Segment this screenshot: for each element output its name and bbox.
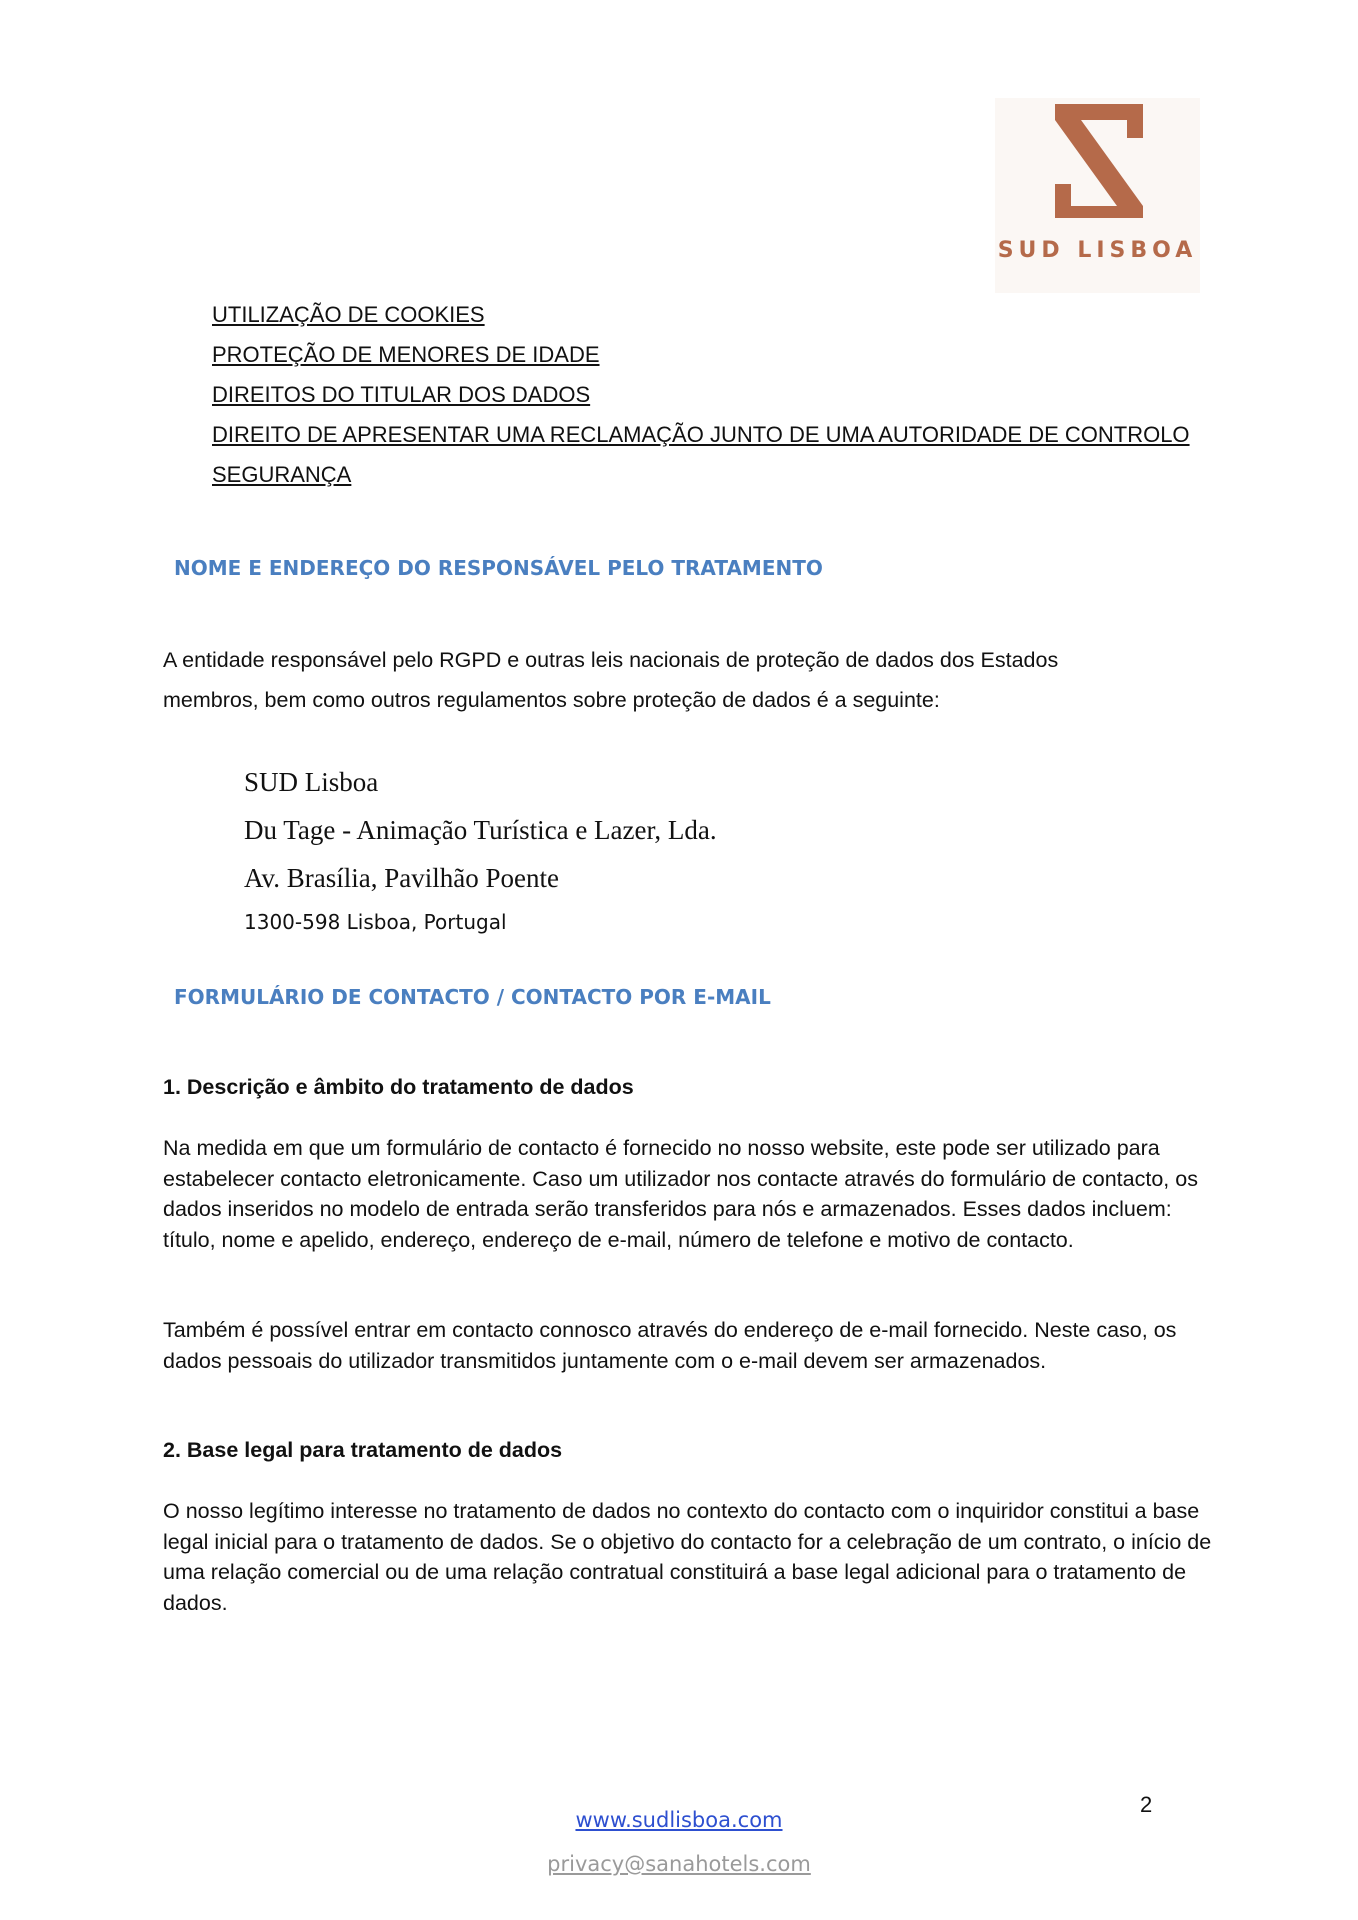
address-line-company: Du Tage - Animação Turística e Lazer, Lda. [244,815,717,845]
toc-item-minors[interactable]: PROTEÇÃO DE MENORES DE IDADE [212,342,600,367]
legal-basis-paragraph: O nosso legítimo interesse no tratamento de dados no contexto do contacto com o inquiridor constitui a base legal inicial para o tratamento de dados. Se o objetivo do contacto for a celebração de um contrato, o início de uma relação comercial ou de uma relação contratual constituirá a base legal adicional para o tratamento de dados. [163,1499,1212,1615]
address-line-city: 1300-598 Lisboa, Portugal [244,910,507,934]
toc-item-data-subject-rights[interactable]: DIREITOS DO TITULAR DOS DADOS [212,382,591,407]
s-monogram-icon [995,98,1200,238]
description-paragraph-2: Também é possível entrar em contacto connosco através do endereço de e-mail fornecido. Neste caso, os dados pessoais do utilizador transmitidos juntamente com o e-mail devem ser armazenados. [163,1318,1177,1373]
section-heading-controller: NOME E ENDEREÇO DO RESPONSÁVEL PELO TRATAMENTO [174,556,823,580]
address-line-name: SUD Lisboa [244,767,379,797]
logo-wordmark: SUD LISBOA [997,238,1198,263]
toc-item-complaint[interactable]: DIREITO DE APRESENTAR UMA RECLAMAÇÃO JUNTO DE UMA AUTORIDADE DE CONTROLO [212,422,1190,447]
controller-address [244,758,717,942]
website-link[interactable]: www.sudlisboa.com [575,1808,783,1832]
toc-item-cookies[interactable]: UTILIZAÇÃO DE COOKIES [212,302,485,327]
section-heading-contact-form: FORMULÁRIO DE CONTACTO / CONTACTO POR E-MAIL [174,985,771,1009]
page-number: 2 [1140,1792,1153,1817]
sud-lisboa-logo [995,98,1200,293]
controller-intro-paragraph: A entidade responsável pelo RGPD e outras leis nacionais de proteção de dados dos Estados membros, bem como outros regulamentos sobre proteção de dados é a seguinte: [163,648,1059,712]
subheading-legal-basis: 2. Base legal para tratamento de dados [163,1438,563,1462]
subheading-description-scope: 1. Descrição e âmbito do tratamento de dados [163,1075,634,1099]
address-line-street: Av. Brasília, Pavilhão Poente [244,863,559,893]
privacy-email-link[interactable]: privacy@sanahotels.com [547,1852,811,1876]
toc-item-security[interactable]: SEGURANÇA [212,462,352,487]
description-paragraph-1: Na medida em que um formulário de contacto é fornecido no nosso website, este pode ser utilizado para estabelecer contacto eletronicamente. Caso um utilizador nos contacte através do formulário de contacto, os dados inseridos no modelo de entrada serão transferidos para nós e armazenados. Esses dados incluem: título, nome e apelido, endereço, endereço de e-mail, número de telefone e motivo de contacto. [163,1136,1198,1252]
table-of-contents [212,295,1190,495]
